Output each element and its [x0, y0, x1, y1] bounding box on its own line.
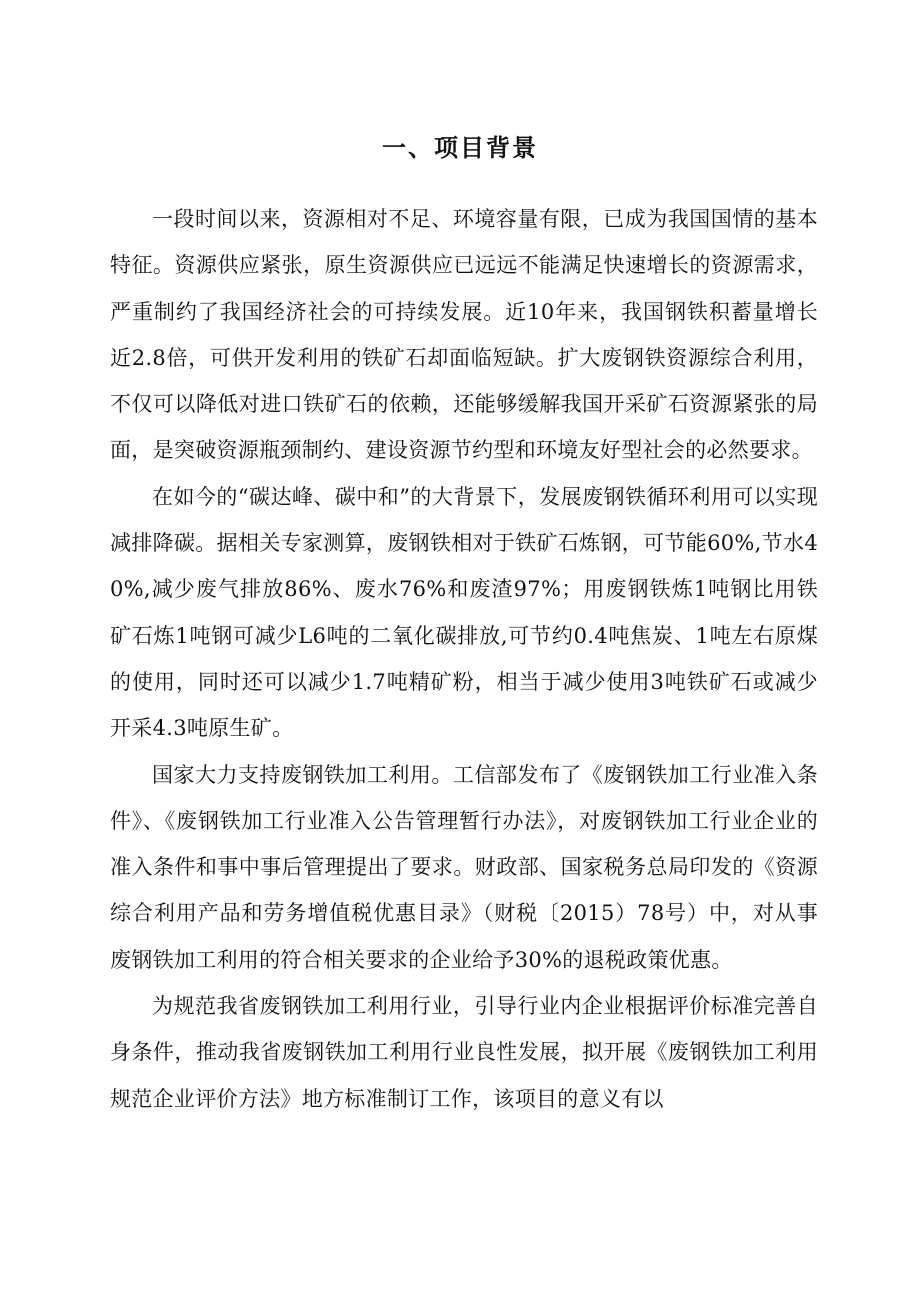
paragraph-project-purpose: 为规范我省废钢铁加工利用行业，引导行业内企业根据评价标准完善自身条件，推动我省废钢铁加工利用行业良性发展，拟开展《废钢铁加工利用规范企业评价方法》地方标准制订工作，该项目的意义有以 — [110, 994, 818, 1111]
body-text — [110, 196, 818, 1122]
paragraph-national-policy: 国家大力支持废钢铁加工利用。工信部发布了《废钢铁加工行业准入条件》、《废钢铁加工行业准入公告管理暂行办法》，对废钢铁加工行业企业的准入条件和事中事后管理提出了要求。财政部、国家税务总局印发的《资源综合利用产品和劳务增值税优惠目录》（财税〔2015）78号）中，对从事废钢铁加工利用的符合相关要求的企业给予30%的退税政策优惠。 — [110, 762, 818, 972]
paragraph-resource-background: 一段时间以来，资源相对不足、环境容量有限，已成为我国国情的基本特征。资源供应紧张，原生资源供应已远远不能满足快速增长的资源需求，严重制约了我国经济社会的可持续发展。近10年来，我国钢铁积蓄量增长近2.8倍，可供开发利用的铁矿石却面临短缺。扩大废钢铁资源综合利用，不仅可以降低对进口铁矿石的依赖，还能够缓解我国开采矿石资源紧张的局面，是突破资源瓶颈制约、建设资源节约型和环境友好型社会的必然要求。 — [110, 207, 818, 463]
paragraph-carbon-reduction: 在如今的“碳达峰、碳中和”的大背景下，发展废钢铁循环利用可以实现减排降碳。据相关专家测算，废钢铁相对于铁矿石炼钢，可节能60%,节水40%,减少废气排放86%、废水76%和废渣97%；用废钢铁炼1吨钢比用铁矿石炼1吨钢可减少L6吨的二氧化碳排放,可节约0.4吨焦炭、1吨左右原煤的使用，同时还可以减少1.7吨精矿粉，相当于减少使用3吨铁矿石或减少开采4.3吨原生矿。 — [110, 484, 818, 741]
section-title: 一、项目背景 — [382, 134, 538, 163]
